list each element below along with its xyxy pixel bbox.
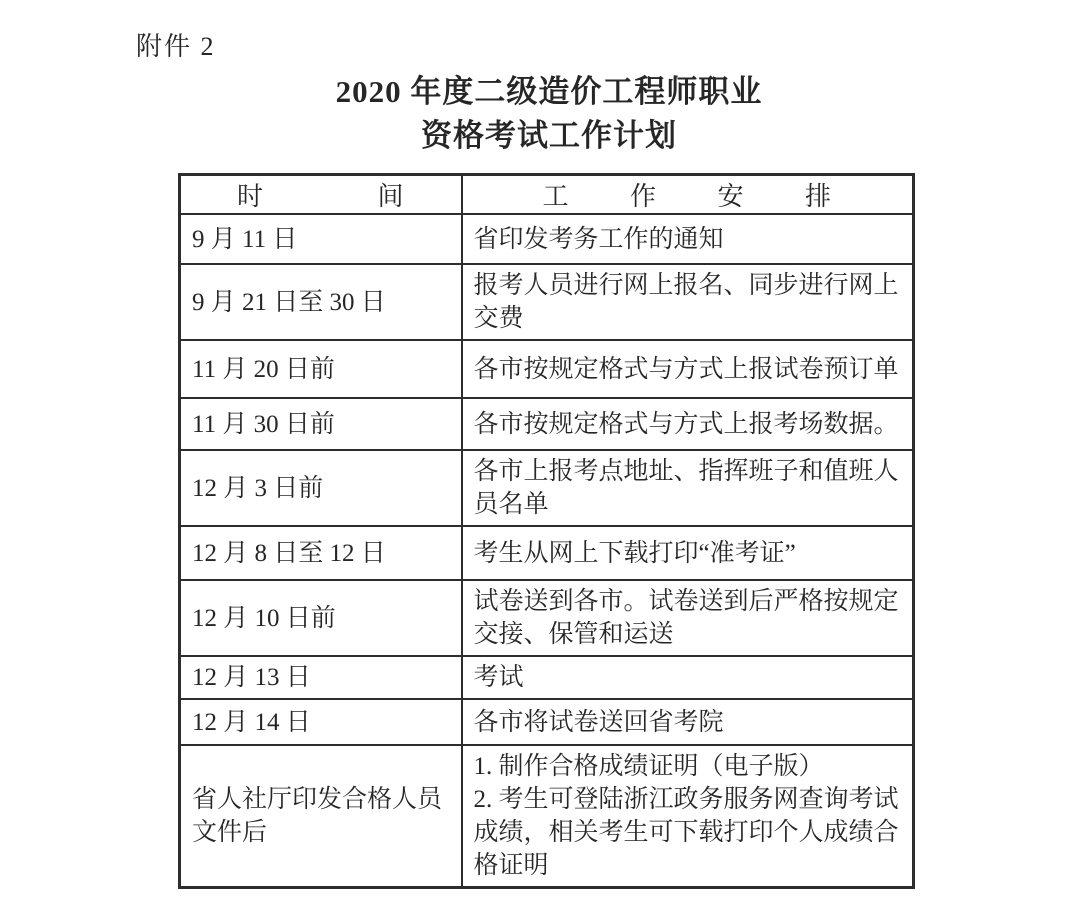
time-cell: 12 月 8 日至 12 日 (180, 526, 462, 580)
task-cell (462, 656, 914, 699)
table-row (180, 699, 914, 745)
time-cell: 省人社厅印发合格人员文件后 (180, 745, 462, 888)
task-cell (462, 340, 914, 398)
time-cell: 11 月 30 日前 (180, 398, 462, 450)
task-cell (462, 745, 914, 888)
time-cell: 9 月 21 日至 30 日 (180, 264, 462, 340)
table-row (180, 450, 914, 526)
header-row (180, 175, 914, 215)
table-row (180, 340, 914, 398)
column-header-tasks: 工作安排 (462, 175, 914, 215)
task-cell (462, 699, 914, 745)
table-row (180, 745, 914, 888)
task-cell (462, 214, 914, 264)
task-text: 2. 考生可登陆浙江政务服务网查询考试成绩，相关考生可下载打印个人成绩合格证明 (473, 786, 899, 879)
document-title (0, 70, 1080, 158)
schedule-table (178, 173, 915, 889)
schedule-table-header (180, 175, 914, 215)
table-row (180, 264, 914, 340)
task-text: 1. 制作合格成绩证明（电子版） (473, 753, 824, 780)
table-row (180, 398, 914, 450)
schedule-table-body (180, 214, 914, 888)
task-text: 省印发考务工作的通知 (473, 225, 724, 253)
document-title-line2: 资格考试工作计划 (421, 118, 677, 153)
time-cell: 12 月 14 日 (180, 699, 462, 745)
table-row (180, 526, 914, 580)
document-title-line1: 2020 年度二级造价工程师职业 (335, 74, 763, 109)
task-cell (462, 450, 914, 526)
task-text: 各市上报考点地址、指挥班子和值班人员名单 (473, 458, 899, 518)
task-text: 考试 (473, 664, 524, 691)
time-cell: 11 月 20 日前 (180, 340, 462, 398)
table-row (180, 580, 914, 656)
task-text: 各市按规定格式与方式上报考场数据。 (473, 410, 899, 438)
table-row (180, 214, 914, 264)
task-text: 各市按规定格式与方式上报试卷预订单 (473, 355, 899, 383)
task-cell (462, 398, 914, 450)
task-text: 报考人员进行网上报名、同步进行网上交费 (473, 272, 899, 332)
time-cell: 9 月 11 日 (180, 214, 462, 264)
task-text: 各市将试卷送回省考院 (473, 708, 724, 736)
column-header-time: 时间 (180, 175, 462, 215)
task-text: 考生从网上下载打印“准考证” (473, 539, 796, 567)
time-cell: 12 月 3 日前 (180, 450, 462, 526)
attachment-label: 附件 2 (136, 32, 216, 61)
task-text: 试卷送到各市。试卷送到后严格按规定交接、保管和运送 (473, 588, 899, 648)
time-cell: 12 月 10 日前 (180, 580, 462, 656)
task-cell (462, 580, 914, 656)
task-cell (462, 526, 914, 580)
task-cell (462, 264, 914, 340)
table-row (180, 656, 914, 699)
time-cell: 12 月 13 日 (180, 656, 462, 699)
